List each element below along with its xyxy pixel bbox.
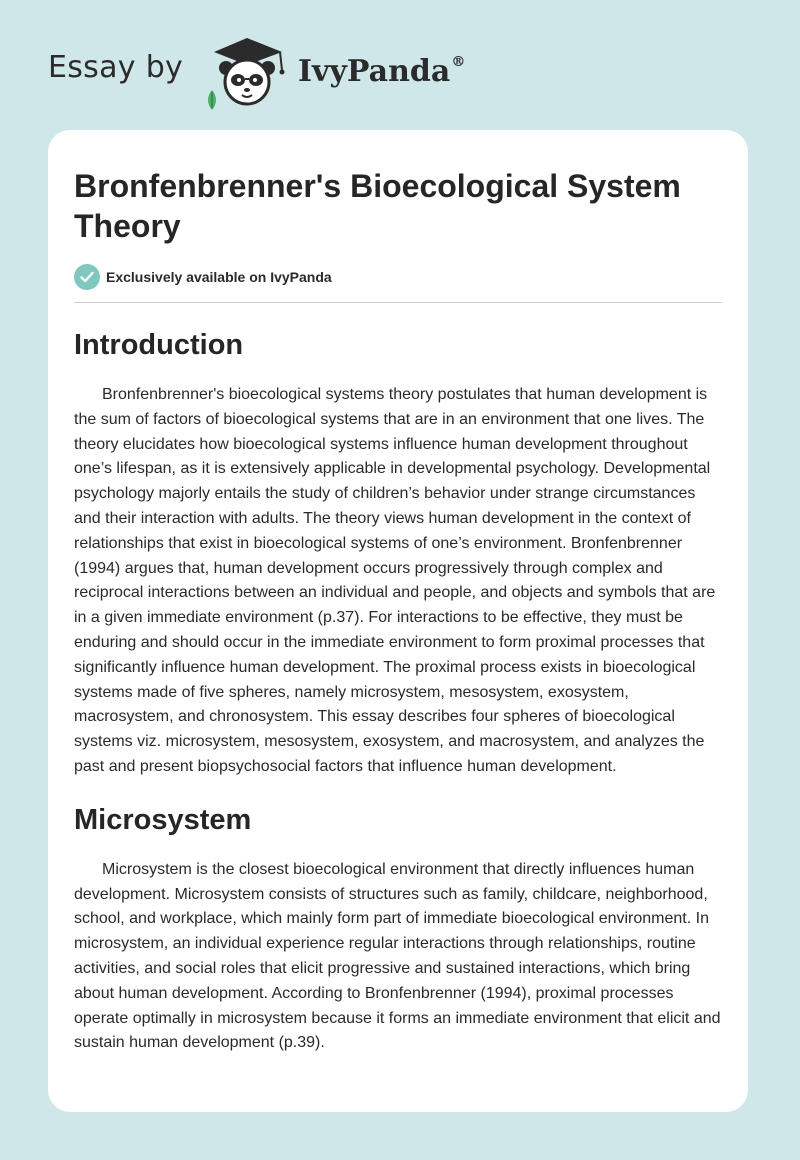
essay-card [48, 130, 748, 1112]
section-heading-introduction: Introduction [74, 329, 244, 361]
paragraph-microsystem: Microsystem is the closest bioecological environment that directly influences human development. Microsystem consists of structures such as family, childcare, neighborhood, school, and workplace, which mainly form part of immediate bioecological environment. In microsystem, an individual experience regular interactions through relationships, routine activities, and social roles that elicit progressive and sustained interactions, which bring about human development. According to Bronfenbrenner (1994), proximal processes operate optimally in microsystem because it forms an immediate environment that elicit and sustain human development (p.39). [74, 860, 721, 1052]
brand-name[interactable]: IvyPanda® [298, 54, 466, 89]
exclusive-badge [74, 264, 722, 290]
exclusive-label: Exclusively available on IvyPanda [106, 269, 332, 285]
essay-by-label: Essay by [48, 50, 184, 85]
registered-mark: ® [451, 54, 466, 70]
divider [74, 302, 722, 303]
panda-logo-icon[interactable] [202, 34, 292, 110]
paragraph-introduction: Bronfenbrenner's bioecological systems theory postulates that human development is the sum of factors of bioecological systems that are in an environment that one lives. The theory elucidates how bioecological systems influence human development throughout one’s lifespan, as it is extensively applicable in developmental psychology. Developmental psychology majorly entails the study of children’s behavior under strange circumstances and their interaction with adults. The theory views human development in the context of relationships that exist in bioecological systems of one’s environment. Bronfenbrenner (1994) argues that, human development occurs progressively through complex and reciprocal interactions between an individual and people, and objects and symbols that are in a given immediate environment (p.37). For interactions to be effective, they must be enduring and should occur in the immediate environment to form proximal processes that significantly influence human development. The proximal process exists in bioecological systems made of five spheres, namely microsystem, mesosystem, exosystem, macrosystem, and chronosystem. This essay describes four spheres of bioecological systems viz. microsystem, mesosystem, exosystem, and macrosystem, and analyzes the past and present biopsychosocial factors that influence human development. [74, 386, 716, 775]
check-icon [74, 264, 100, 290]
section-heading-microsystem: Microsystem [74, 803, 252, 836]
site-header [48, 30, 508, 110]
essay-title: Bronfenbrenner's Bioecological System Theory [74, 168, 681, 244]
